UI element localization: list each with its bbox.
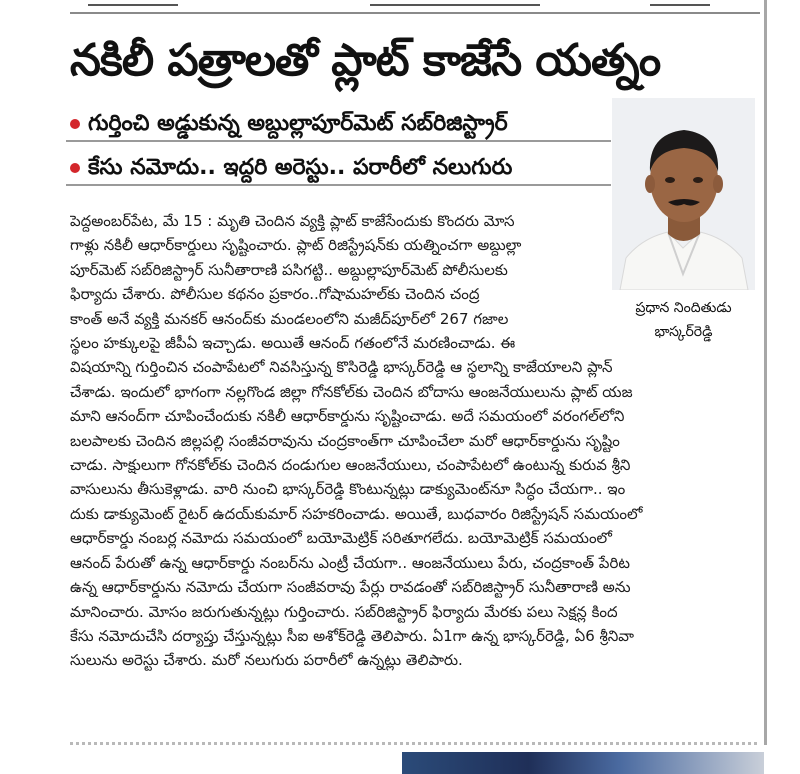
article-body (70, 209, 760, 673)
body-line: బలపాలకు చెందిన జిల్లపల్లి సంజీవరావును చంద్రకాంత్‌గా చూపించేలా మరో ఆధార్‌కార్డును సృష్టిం (70, 431, 620, 450)
body-line: మాని ఆనంద్‌గా చూపించేందుకు నకిలీ ఆధార్‌కార్డును సృష్టించాడు. అదే సమయంలో వరంగల్‌లోని (70, 407, 625, 426)
body-line: ఫిర్యాదు చేశారు. పోలీసుల కథనం ప్రకారం..గోషామహల్‌కు చెందిన చంద్ర (70, 285, 480, 304)
subheading-text: గుర్తించి అడ్డుకున్న అబ్దుల్లాపూర్‌మెట్ సబ్‌రిజిస్ట్రార్ (88, 111, 508, 136)
subheading (66, 150, 611, 186)
body-line: ఉన్న ఆధార్‌కార్డును నమోదు చేయగా సంజీవరావు పేర్లు రావడంతో సబ్‌రిజిస్ట్రార్ సునీతారాణి అను (70, 578, 631, 597)
caption-line: ప్రధాన నిందితుడు (635, 300, 732, 316)
caption-line: భాస్కర్‌రెడ్డి (654, 324, 713, 340)
clipped-text-fragment (650, 0, 710, 6)
previous-article-edge (70, 0, 760, 16)
subheading (66, 106, 611, 142)
red-bullet-icon (70, 163, 80, 173)
body-line: వాసులును తీసుకెళ్లాడు. వారి నుంచి భాస్కర్‌రెడ్డి కొంటున్నట్లు డాక్యుమెంట్‌నూ సిద్ధం చేయగా.. ఇం (70, 480, 626, 499)
next-article-image-edge (402, 752, 764, 774)
body-line: విషయాన్ని గుర్తించిన చంపాపేటలో నివసిస్తున్న కొసిరెడ్డి భాస్కర్‌రెడ్డి ఆ స్థలాన్ని కాజేయాలని ప్లాన్ (70, 358, 613, 377)
body-line: పూర్‌మెట్ సబ్‌రిజిస్ట్రార్ సునీతారాణి పసిగట్టి.. అబ్దుల్లాపూర్‌మెట్ పోలీసులకు (70, 260, 508, 279)
body-line: చాడు. సాక్షులుగా గోనకోల్‌కు చెందిన దండుగుల ఆంజనేయులు, చంపాపేటలో ఉంటున్న కురువ శ్రీని (70, 456, 631, 475)
body-line: గాళ్లు నకిలీ ఆధార్‌కార్డులు సృష్టించారు. ప్లాట్ రిజిస్ట్రేషన్‌కు యత్నించగా అబ్దుల్లా (70, 236, 522, 255)
body-line: మానించారు. మోసం జరుగుతున్నట్లు గుర్తించారు. సబ్‌రిజిస్ట్రార్ ఫిర్యాదు మేరకు పలు సెక్షన్ల కింద (70, 602, 618, 621)
red-bullet-icon (70, 119, 80, 129)
body-line: స్థలం హక్కులపై జీపీఏ ఇచ్చాడు. అయితే ఆనంద్ గతంలోనే మరణించాడు. ఈ (70, 334, 516, 353)
article-headline: నకిలీ పత్రాలతో ప్లాట్ కాజేసే యత్నం (70, 35, 661, 86)
body-line: ఆధార్‌కార్డు నంబర్ల నమోదు సమయంలో బయోమెట్రిక్ సరితూగలేదు. బయోమెట్రిక్ సమయంలో (70, 529, 612, 548)
body-line: కేసు నమోదుచేసి దర్యాప్తు చేస్తున్నట్లు సీఐ అశోక్‌రెడ్డి తెలిపారు. ఏ1గా ఉన్న భాస్కర్‌రెడ్డి, ఏ6 శ్రీనివా (70, 626, 635, 645)
top-rule (70, 12, 760, 14)
body-line: ఆనంద్ పేరుతో ఉన్న ఆధార్‌కార్డు నంబర్‌ను ఎంట్రీ చేయగా.. ఆంజనేయులు పేరు, చంద్రకాంత్ పేరిట (70, 553, 630, 572)
column-divider (764, 0, 767, 745)
bottom-dotted-rule (70, 742, 760, 745)
clipped-text-fragment (370, 0, 540, 6)
body-line: చేశాడు. ఇందులో భాగంగా నల్లగొండ జిల్లా గోనకోల్‌కు చెందిన బోదాసు ఆంజనేయులును ప్లాట్ యజ (70, 382, 633, 401)
body-line: దుకు డాక్యుమెంట్ రైటర్ ఉదయ్‌కుమార్ సహకరించాడు. అయితే, బుధవారం రిజిస్ట్రేషన్ సమయంలో (70, 504, 643, 523)
body-line: పెద్దఅంబర్‌పేట, మే 15 : మృతి చెందిన వ్యక్తి ప్లాట్ కాజేసేందుకు కొందరు మోస (70, 212, 515, 230)
body-line: సులును అరెస్టు చేశారు. మరో నలుగురు పరారీలో ఉన్నట్లు తెలిపారు. (70, 651, 463, 670)
clipped-text-fragment (88, 0, 178, 6)
body-line: కాంత్ అనే వ్యక్తి మనకర్ ఆనంద్‌కు మండలంలోని మజీద్‌పూర్‌లో 267 గజాల (70, 309, 509, 328)
subheading-text: కేసు నమోదు.. ఇద్దరి అరెస్టు.. పరారీలో నలుగురు (88, 155, 513, 180)
